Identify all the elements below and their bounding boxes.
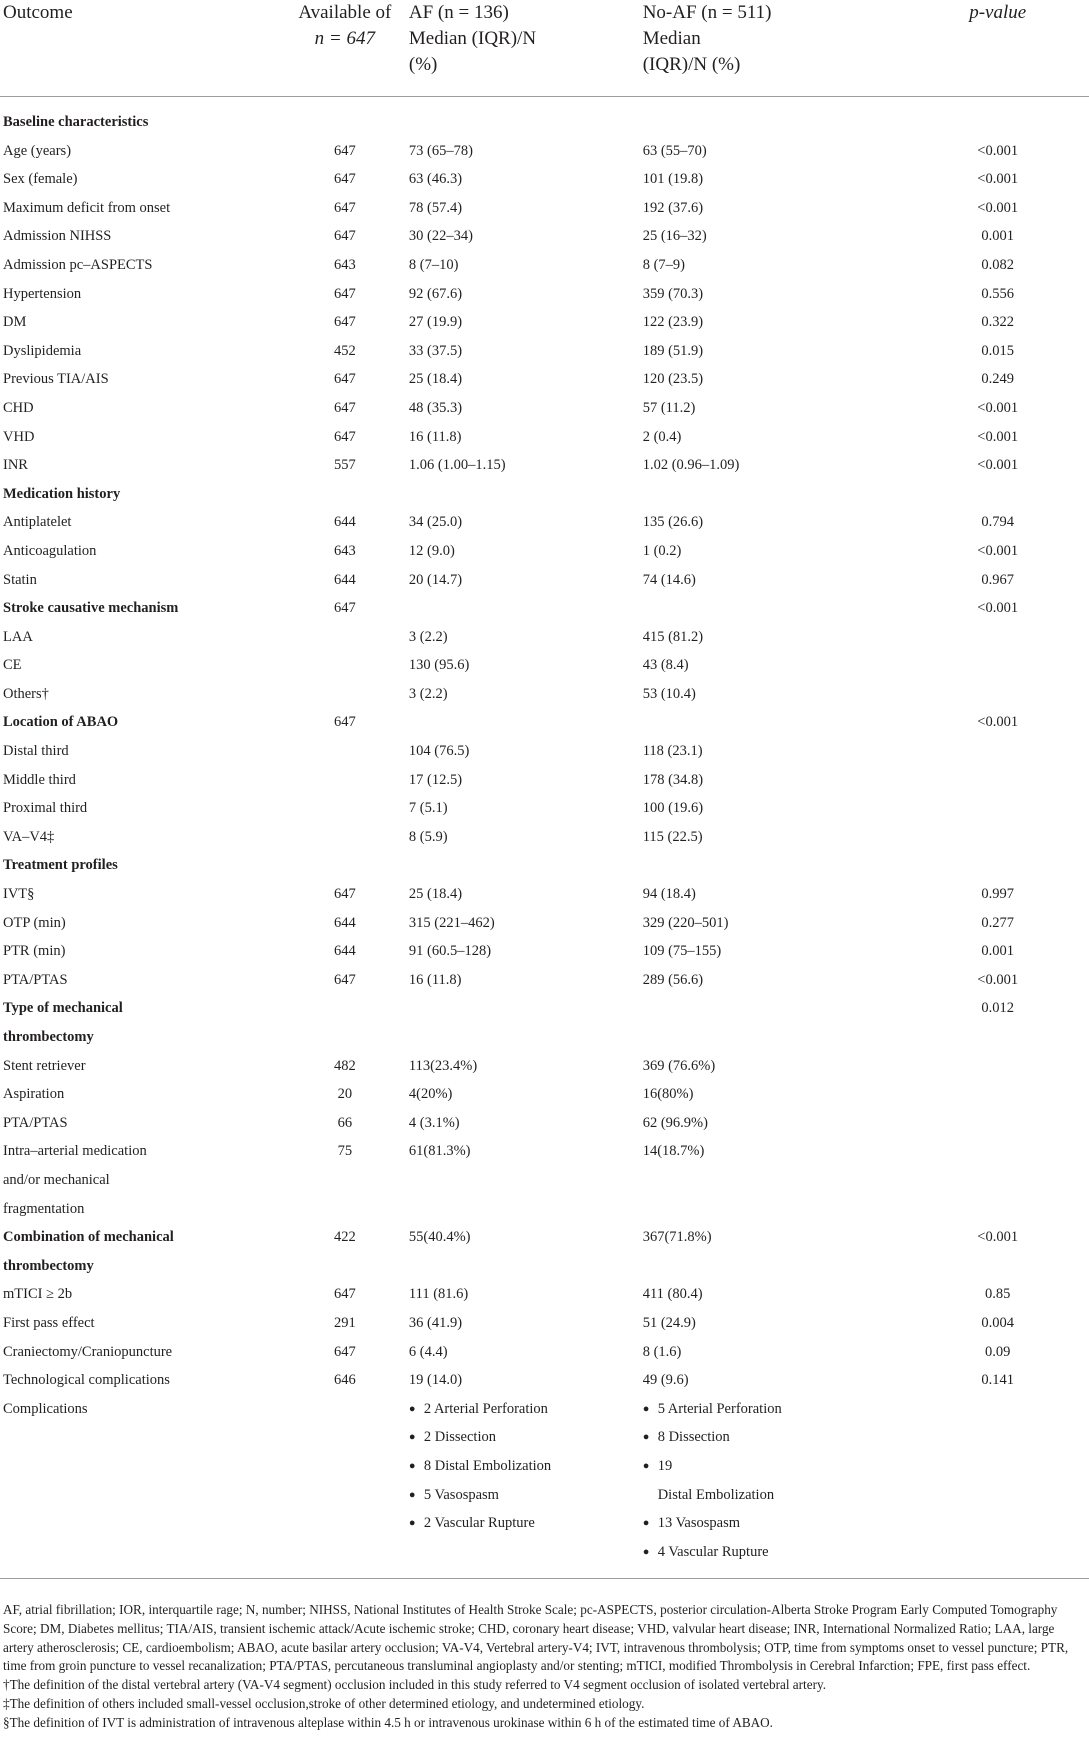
row-label: Middle third <box>3 771 76 788</box>
af-cell: 4 (3.1%) <box>408 1114 460 1131</box>
table-row <box>0 222 1089 251</box>
af-cell: 30 (22–34) <box>408 228 473 245</box>
pvalue-cell: <0.001 <box>977 171 1019 188</box>
available-cell: 647 <box>333 314 356 331</box>
noaf-cell <box>643 708 907 737</box>
list-item: ● 2 Dissection <box>409 1423 643 1452</box>
af-cell: 61(81.3%) <box>408 1143 471 1160</box>
af-cell: 7 (5.1) <box>408 800 448 817</box>
available-cell: 647 <box>333 600 356 617</box>
row-label: Others† <box>3 685 49 702</box>
pvalue-cell: <0.001 <box>977 542 1019 559</box>
table-row <box>0 365 1089 394</box>
table-row <box>0 423 1089 452</box>
af-cell: 34 (25.0) <box>408 514 463 531</box>
available-cell: 647 <box>333 199 356 216</box>
noaf-cell: 135 (26.6) <box>642 514 704 531</box>
list-item: Distal Embolization <box>657 1486 775 1503</box>
row-label: Maximum deficit from onset <box>3 199 171 216</box>
available-cell <box>281 851 409 880</box>
noaf-cell: 122 (23.9) <box>642 314 704 331</box>
noaf-cell: 120 (23.5) <box>642 371 704 388</box>
row-label: PTA/PTAS <box>3 1114 68 1131</box>
available-cell: 647 <box>333 142 356 159</box>
available-cell: 75 <box>337 1143 353 1160</box>
pvalue-cell: <0.001 <box>977 428 1019 445</box>
available-cell: 647 <box>333 399 356 416</box>
available-cell: 482 <box>333 1057 356 1074</box>
af-cell: 55(40.4%) <box>408 1229 471 1246</box>
pvalue-cell <box>906 794 1089 823</box>
table-row <box>0 651 1089 680</box>
pvalue-cell: 0.249 <box>981 371 1015 388</box>
list-item: ● 2 Arterial Perforation <box>409 1395 643 1424</box>
noaf-cell: 16(80%) <box>642 1086 694 1103</box>
af-cell: 20 (14.7) <box>408 571 463 588</box>
list-item: ● 8 Dissection <box>643 1423 907 1452</box>
list-item: ● 8 Distal Embolization <box>409 1452 643 1481</box>
af-cell: 73 (65–78) <box>408 142 473 159</box>
table-row <box>0 308 1089 337</box>
row-label: LAA <box>3 628 33 645</box>
af-cell: 4(20%) <box>408 1086 453 1103</box>
row-label: PTR (min) <box>3 943 66 960</box>
table-row <box>0 909 1089 938</box>
af-cell: 12 (9.0) <box>408 542 455 559</box>
available-cell: 644 <box>333 943 356 960</box>
available-cell: 647 <box>333 428 356 445</box>
table-row <box>0 251 1089 280</box>
row-label: VHD <box>3 428 35 445</box>
available-cell <box>281 737 409 766</box>
pvalue-cell <box>906 1137 1089 1223</box>
row-label: VA–V4‡ <box>3 828 55 845</box>
table-row <box>0 851 1089 880</box>
pvalue-cell <box>906 1395 1089 1579</box>
table-row <box>0 1223 1089 1280</box>
available-cell: 647 <box>333 1286 356 1303</box>
table-row <box>0 1309 1089 1338</box>
pvalue-cell: <0.001 <box>977 399 1019 416</box>
af-complications-list <box>409 1395 643 1579</box>
table-row <box>0 1137 1089 1223</box>
row-label: PTA/PTAS <box>3 971 68 988</box>
table-row <box>0 1080 1089 1109</box>
table-row <box>0 566 1089 595</box>
table-row <box>0 1109 1089 1138</box>
pvalue-cell <box>906 680 1089 709</box>
pvalue-cell: <0.001 <box>977 457 1019 474</box>
pvalue-cell <box>906 97 1089 137</box>
af-cell: 92 (67.6) <box>408 285 463 302</box>
af-cell: 130 (95.6) <box>408 657 470 674</box>
noaf-cell: 1 (0.2) <box>642 542 682 559</box>
available-cell <box>281 680 409 709</box>
table-row <box>0 394 1089 423</box>
noaf-cell: 189 (51.9) <box>642 342 704 359</box>
noaf-cell: 178 (34.8) <box>642 771 704 788</box>
noaf-cell: 1.02 (0.96–1.09) <box>642 457 740 474</box>
noaf-cell: 62 (96.9%) <box>642 1114 708 1131</box>
row-label: First pass effect <box>3 1314 95 1331</box>
table-footnotes <box>0 1579 1089 1732</box>
row-label: Admission NIHSS <box>3 228 112 245</box>
noaf-cell: 53 (10.4) <box>642 685 696 702</box>
table-row <box>0 737 1089 766</box>
noaf-cell <box>643 851 907 880</box>
available-cell: 452 <box>333 342 356 359</box>
noaf-cell: 2 (0.4) <box>642 428 682 445</box>
row-label: Intra–arterial medication and/or mechanical fragmentation <box>3 1143 147 1217</box>
header-pvalue: p-value <box>906 0 1089 97</box>
header-outcome: Outcome <box>0 0 281 97</box>
section-heading: Type of mechanical thrombectomy <box>3 1000 123 1045</box>
available-cell: 66 <box>337 1114 353 1131</box>
available-cell <box>281 97 409 137</box>
available-cell <box>281 1395 409 1579</box>
noaf-complications-list <box>643 1395 907 1579</box>
pvalue-cell <box>906 737 1089 766</box>
header-noaf: No-AF (n = 511) Median (IQR)/N (%) <box>643 0 907 97</box>
row-label: Craniectomy/Craniopuncture <box>3 1343 173 1360</box>
row-label: Admission pc–ASPECTS <box>3 256 153 273</box>
table-row <box>0 966 1089 995</box>
noaf-cell: 118 (23.1) <box>642 743 703 760</box>
row-label: IVT§ <box>3 886 35 903</box>
available-cell: 647 <box>333 285 356 302</box>
pvalue-cell: <0.001 <box>977 142 1019 159</box>
pvalue-cell <box>906 851 1089 880</box>
row-label: Anticoagulation <box>3 542 97 559</box>
af-cell: 16 (11.8) <box>408 428 462 445</box>
available-cell <box>281 480 409 509</box>
noaf-cell: 57 (11.2) <box>642 399 696 416</box>
table-row <box>0 137 1089 166</box>
table-row <box>0 280 1089 309</box>
section-heading: Baseline characteristics <box>3 114 149 130</box>
table-row <box>0 1280 1089 1309</box>
list-item: ● 5 Vasospasm <box>409 1481 643 1510</box>
row-label: Age (years) <box>3 142 72 159</box>
list-item: ● 4 Vascular Rupture <box>643 1538 907 1567</box>
noaf-cell: 74 (14.6) <box>642 571 696 588</box>
noaf-cell: 14(18.7%) <box>642 1143 705 1160</box>
pvalue-cell: <0.001 <box>977 199 1019 216</box>
section-heading: Treatment profiles <box>3 857 118 874</box>
pvalue-cell: 0.09 <box>985 1343 1011 1360</box>
available-cell: 557 <box>333 457 356 474</box>
row-label: Aspiration <box>3 1086 65 1103</box>
table-row <box>0 937 1089 966</box>
pvalue-cell: 0.082 <box>981 256 1015 273</box>
af-cell <box>409 994 643 1051</box>
af-cell: 6 (4.4) <box>408 1343 448 1360</box>
noaf-cell: 109 (75–155) <box>642 943 722 960</box>
noaf-cell: 43 (8.4) <box>642 657 689 674</box>
table-row <box>0 165 1089 194</box>
table-row <box>0 994 1089 1051</box>
pvalue-cell <box>906 1052 1089 1081</box>
af-cell: 19 (14.0) <box>408 1372 463 1389</box>
noaf-cell: 411 (80.4) <box>642 1286 703 1303</box>
af-cell: 3 (2.2) <box>408 685 448 702</box>
available-cell: 647 <box>333 228 356 245</box>
table-row <box>0 1052 1089 1081</box>
table-row <box>0 594 1089 623</box>
af-cell <box>409 594 643 623</box>
available-cell: 647 <box>333 371 356 388</box>
pvalue-cell <box>906 766 1089 795</box>
footnote-ddagger: ‡The definition of others included small-vessel occlusion,stroke of other determined etiology, and undetermined etiology. <box>3 1695 645 1711</box>
noaf-cell: 49 (9.6) <box>642 1372 689 1389</box>
noaf-cell: 367(71.8%) <box>642 1229 712 1246</box>
noaf-cell: 192 (37.6) <box>642 199 704 216</box>
table-row <box>0 623 1089 652</box>
noaf-cell: 415 (81.2) <box>642 628 704 645</box>
header-af: AF (n = 136) Median (IQR)/N (%) <box>409 0 643 97</box>
af-cell: 25 (18.4) <box>408 886 463 903</box>
table-row <box>0 766 1089 795</box>
pvalue-cell <box>906 623 1089 652</box>
available-cell: 644 <box>333 571 356 588</box>
row-label: Dyslipidemia <box>3 342 82 359</box>
af-cell: 1.06 (1.00–1.15) <box>408 457 506 474</box>
row-label: Proximal third <box>3 800 88 817</box>
af-cell: 91 (60.5–128) <box>408 943 492 960</box>
pvalue-cell: 0.012 <box>981 1000 1015 1017</box>
available-cell: 647 <box>333 886 356 903</box>
af-cell: 113(23.4%) <box>408 1057 478 1074</box>
noaf-cell <box>643 97 907 137</box>
af-cell: 27 (19.9) <box>408 314 463 331</box>
row-label: mTICI ≥ 2b <box>3 1286 73 1303</box>
available-cell <box>281 794 409 823</box>
row-label: Sex (female) <box>3 171 78 188</box>
noaf-cell: 369 (76.6%) <box>642 1057 716 1074</box>
pvalue-cell: 0.277 <box>981 914 1015 931</box>
table-row <box>0 194 1089 223</box>
available-cell: 647 <box>333 171 356 188</box>
pvalue-cell: 0.001 <box>981 943 1015 960</box>
noaf-cell: 8 (7–9) <box>642 256 685 273</box>
available-cell <box>281 766 409 795</box>
row-label: Complications <box>0 1395 281 1579</box>
af-cell: 33 (37.5) <box>408 342 463 359</box>
table-row <box>0 508 1089 537</box>
table-body <box>0 97 1089 1579</box>
footnote-section: §The definition of IVT is administration of intravenous alteplase within 4.5 h or intravenous urokinase within 6 h of the estimated time of ABAO. <box>3 1714 773 1730</box>
noaf-cell: 101 (19.8) <box>642 171 704 188</box>
pvalue-cell <box>906 1080 1089 1109</box>
list-item: ● 5 Arterial Perforation <box>643 1395 907 1424</box>
available-cell: 647 <box>333 1343 356 1360</box>
row-label: Hypertension <box>3 285 82 302</box>
row-label: CE <box>3 657 22 674</box>
section-heading: Combination of mechanical thrombectomy <box>3 1229 174 1274</box>
row-label: CHD <box>3 399 34 416</box>
table-row <box>0 823 1089 852</box>
list-item: ● 13 Vasospasm <box>643 1509 907 1538</box>
available-cell: 291 <box>333 1314 356 1331</box>
table-row <box>0 880 1089 909</box>
af-cell: 111 (81.6) <box>408 1286 469 1303</box>
table-row <box>0 337 1089 366</box>
available-cell: 644 <box>333 914 356 931</box>
available-cell <box>281 994 409 1051</box>
af-cell: 63 (46.3) <box>408 171 463 188</box>
af-cell <box>409 708 643 737</box>
section-heading: Medication history <box>3 485 121 502</box>
noaf-cell: 100 (19.6) <box>642 800 704 817</box>
available-cell: 422 <box>333 1229 356 1246</box>
af-cell: 78 (57.4) <box>408 199 463 216</box>
af-cell: 8 (5.9) <box>408 828 448 845</box>
pvalue-cell <box>906 480 1089 509</box>
table-row <box>0 1338 1089 1367</box>
af-cell: 16 (11.8) <box>408 971 462 988</box>
af-cell: 25 (18.4) <box>408 371 463 388</box>
noaf-cell <box>643 480 907 509</box>
noaf-cell: 94 (18.4) <box>642 886 696 903</box>
pvalue-cell: 0.004 <box>981 1314 1015 1331</box>
pvalue-cell: 0.141 <box>981 1372 1015 1389</box>
available-cell <box>281 823 409 852</box>
table-row <box>0 1366 1089 1395</box>
available-cell: 647 <box>333 971 356 988</box>
row-label: Technological complications <box>3 1372 170 1389</box>
available-cell: 643 <box>333 256 356 273</box>
af-cell: 36 (41.9) <box>408 1314 463 1331</box>
row-label: Previous TIA/AIS <box>3 371 109 388</box>
list-item: ● 19 <box>643 1452 907 1481</box>
row-label: OTP (min) <box>3 914 66 931</box>
available-cell <box>281 651 409 680</box>
pvalue-cell: 0.001 <box>981 228 1015 245</box>
af-cell <box>409 851 643 880</box>
table-row <box>0 451 1089 480</box>
table-row <box>0 97 1089 137</box>
noaf-cell: 289 (56.6) <box>642 971 704 988</box>
noaf-cell: 63 (55–70) <box>642 142 707 159</box>
noaf-cell: 359 (70.3) <box>642 285 704 302</box>
row-label: Antiplatelet <box>3 514 72 531</box>
footnote-abbreviations: AF, atrial fibrillation; IOR, interquartile rage; N, number; NIHSS, National Institutes of Health Stroke Scale; pc-ASPECTS, posterior circulation-Alberta Stroke Program Early Computed Tomography Score; DM, Diabetes mellitus; TIA/AIS, transient ischemic attack/Acute ischemic stroke; CHD, coronary heart disease; VHD, valvular heart disease; INR, International Normalized Ratio; LAA, large artery atherosclerosis; CE, cardioembolism; ABAO, acute basilar artery occlusion; VA-V4, Vertebral artery-V4; IVT, intravenous thrombolysis; OTP, time from symptoms onset to vessel puncture; PTR, time from groin puncture to vessel recanalization; PTA/PTAS, percutaneous transluminal angioplasty and/or stenting; mTICI, modified Thrombolysis in Cerebral Infarction; FPE, first pass effect. <box>3 1602 1069 1674</box>
row-label: DM <box>3 314 27 331</box>
af-cell: 104 (76.5) <box>408 743 470 760</box>
pvalue-cell: <0.001 <box>977 600 1019 617</box>
noaf-cell <box>643 994 907 1051</box>
af-cell: 48 (35.3) <box>408 399 463 416</box>
pvalue-cell: <0.001 <box>977 714 1019 731</box>
table-header <box>0 0 1089 97</box>
pvalue-cell: <0.001 <box>977 1229 1019 1246</box>
af-cell: 17 (12.5) <box>408 771 463 788</box>
noaf-cell: 51 (24.9) <box>642 1314 696 1331</box>
section-heading: Location of ABAO <box>3 714 119 731</box>
table-row <box>0 680 1089 709</box>
list-item: ● 2 Vascular Rupture <box>409 1509 643 1538</box>
available-cell: 647 <box>333 714 356 731</box>
table-row <box>0 480 1089 509</box>
pvalue-cell: 0.556 <box>981 285 1015 302</box>
pvalue-cell: <0.001 <box>977 971 1019 988</box>
row-label: Stent retriever <box>3 1057 86 1074</box>
pvalue-cell: 0.997 <box>981 886 1015 903</box>
noaf-cell: 115 (22.5) <box>642 828 703 845</box>
af-cell: 315 (221–462) <box>408 914 495 931</box>
footnote-dagger: †The definition of the distal vertebral artery (VA-V4 segment) occlusion included in this study referred to V4 segment occlusion of isolated vertebral artery. <box>3 1677 826 1693</box>
pvalue-cell: 0.85 <box>985 1286 1011 1303</box>
af-cell <box>409 97 643 137</box>
available-cell: 644 <box>333 514 356 531</box>
table-row <box>0 794 1089 823</box>
available-cell <box>281 623 409 652</box>
pvalue-cell: 0.322 <box>981 314 1015 331</box>
row-label: Statin <box>3 571 37 588</box>
row-label: INR <box>3 457 28 474</box>
table-row <box>0 537 1089 566</box>
header-available: Available of n = 647 <box>281 0 409 97</box>
af-cell: 8 (7–10) <box>408 256 459 273</box>
pvalue-cell <box>906 651 1089 680</box>
pvalue-cell: 0.967 <box>981 571 1015 588</box>
pvalue-cell <box>906 1109 1089 1138</box>
available-cell: 20 <box>337 1086 353 1103</box>
af-cell <box>409 480 643 509</box>
section-heading: Stroke causative mechanism <box>3 600 179 617</box>
noaf-cell: 329 (220–501) <box>642 914 729 931</box>
af-cell: 3 (2.2) <box>408 628 448 645</box>
pvalue-cell <box>906 823 1089 852</box>
noaf-cell: 25 (16–32) <box>642 228 707 245</box>
row-label: Distal third <box>3 743 69 760</box>
pvalue-cell: 0.015 <box>981 342 1015 359</box>
noaf-cell: 8 (1.6) <box>642 1343 682 1360</box>
pvalue-cell: 0.794 <box>981 514 1015 531</box>
available-cell: 643 <box>333 542 356 559</box>
available-cell: 646 <box>333 1372 356 1389</box>
noaf-cell <box>643 594 907 623</box>
table-row <box>0 708 1089 737</box>
table-row-complications <box>0 1395 1089 1579</box>
